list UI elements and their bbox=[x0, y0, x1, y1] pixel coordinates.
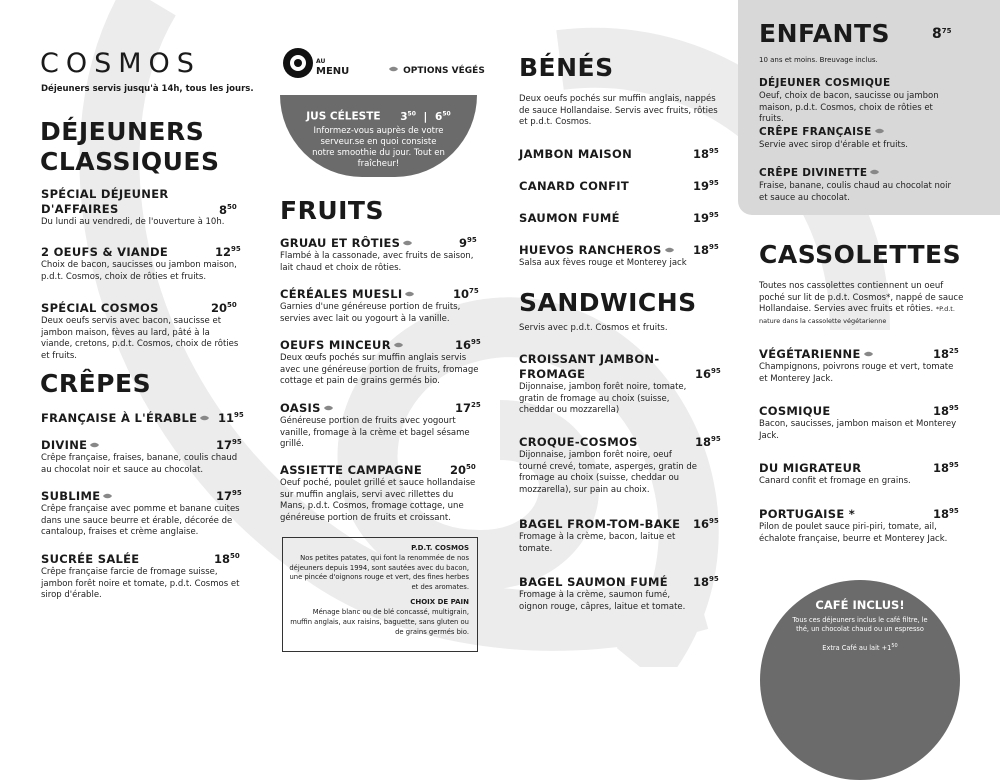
menu-item: CROISSANT JAMBON- FROMAGE Dijonnaise, jambon forêt noire, tomate, gratin de fromage au choix (suisse, cheddar ou mozzarella) bbox=[519, 352, 687, 415]
cafe-inclus-badge bbox=[760, 580, 960, 780]
sandwichs-intro: Servis avec p.d.t. Cosmos et fruits. bbox=[519, 323, 668, 333]
price: $19^{95}$ bbox=[693, 179, 719, 193]
menu-item: 2 OEUFS & VIANDE Choix de bacon, saucisses ou jambon maison, p.d.t. Cosmos, choix de rôties et fruits. bbox=[41, 245, 237, 282]
menu-item: GRUAU ET RÔTIES Flambé à la cassonade, avec fruits de saison, lait chaud et choix de rôties. bbox=[280, 236, 474, 273]
menu-item: FRANÇAISE À L'ÉRABLE bbox=[41, 411, 241, 426]
menu-item: ASSIETTE CAMPAGNE Oeuf poché, poulet grillé et sauce hollandaise sur muffin anglais, servi avec rillettes du Mans, p.d.t. Cosmos, fromage cottage, une généreuse portion de fruits et croissant. bbox=[280, 463, 476, 523]
enfants-price: $8^{75}$ bbox=[932, 26, 952, 42]
price: $20^{50}$ bbox=[450, 463, 476, 477]
quebec-badge-icon bbox=[282, 47, 314, 79]
section-title-sandwichs: SANDWICHS bbox=[519, 288, 697, 317]
price: $17^{95}$ bbox=[216, 438, 242, 452]
veg-legend-label: OPTIONS VÉGÉS bbox=[403, 66, 485, 76]
cafe-extra: Extra Café au lait $+1^{50}$ bbox=[822, 643, 898, 653]
price: $17^{95}$ bbox=[216, 489, 242, 503]
pdt-title: P.D.T. COSMOS bbox=[411, 544, 469, 552]
price: $18^{95}$ bbox=[693, 243, 719, 257]
price: $16^{95}$ bbox=[695, 367, 721, 381]
price: $10^{75}$ bbox=[453, 287, 479, 301]
cassolettes-intro: Toutes nos cassolettes contiennent un oeuf poché sur lit de p.d.t. Cosmos*, nappé de sauce Hollandaise. Servies avec fruits et rôties. *P.d.t. nature dans la cassolette végétarienne bbox=[759, 281, 964, 325]
menu-item: CRÊPE FRANÇAISE Servie avec sirop d'érable et fruits. bbox=[759, 126, 908, 150]
menu-item: BAGEL SAUMON FUMÉ Fromage à la crème, saumon fumé, oignon rouge, câpres, laitue et tomate. bbox=[519, 575, 686, 612]
jus-price-small: $3^{50}$ bbox=[400, 110, 416, 123]
menu-item: CROQUE-COSMOS Dijonnaise, jambon forêt noire, oeuf tourné crevé, tomate, asperges, gratin de fromage au choix (suisse, cheddar ou mozzarella), sur pain au choix. bbox=[519, 435, 698, 495]
menu-item: SUCRÉE SALÉE Crêpe française farcie de fromage suisse, jambon forêt noire et tomate, p.d.t. Cosmos et sirop d'érable. bbox=[41, 552, 240, 600]
brand-logo: COSMOS bbox=[40, 48, 201, 79]
quebec-badge bbox=[282, 47, 314, 83]
menu-item: JAMBON MAISON bbox=[519, 147, 632, 161]
section-title-classiques: DÉJEUNERS CLASSIQUES bbox=[40, 117, 220, 176]
veg-legend bbox=[386, 66, 485, 76]
menu-item: PORTUGAISE * Pilon de poulet sauce piri-piri, tomate, ail, échalote française, beurre et Monterey Jack. bbox=[759, 507, 948, 544]
menu-item: DIVINE Crêpe française, fraises, banane, coulis chaud au chocolat noir et sauce au chocolat. bbox=[41, 438, 238, 475]
enfants-note: 10 ans et moins. Breuvage inclus. bbox=[759, 56, 878, 64]
jus-title-row bbox=[280, 110, 477, 123]
menu-item: VÉGÉTARIENNE Champignons, poivrons rouge et vert, tomate et Monterey Jack. bbox=[759, 347, 954, 384]
menu-item: SAUMON FUMÉ bbox=[519, 211, 620, 225]
menu-item: SPÉCIAL DÉJEUNER D'AFFAIRES Du lundi au vendredi, de l'ouverture à 10h. bbox=[41, 187, 225, 227]
badge-menu: MENU bbox=[316, 66, 350, 77]
menu-item: BAGEL FROM-TOM-BAKE Fromage à la crème, bacon, laitue et tomate. bbox=[519, 517, 681, 554]
menu-item: COSMIQUE Bacon, saucisses, jambon maison et Monterey Jack. bbox=[759, 404, 957, 441]
section-title-benes: BÉNÉS bbox=[519, 53, 614, 82]
price: $11^{95}$ bbox=[218, 411, 244, 425]
menu-item: SPÉCIAL COSMOS Deux oeufs servis avec bacon, saucisse et jambon maison, fèves au lard, pâté à la viande, cretons, p.d.t. Cosmos, choix de rôties et fruits. bbox=[41, 301, 239, 361]
price: $19^{95}$ bbox=[693, 211, 719, 225]
price: $18^{95}$ bbox=[693, 575, 719, 589]
price: $8^{50}$ bbox=[219, 203, 237, 217]
pdt-desc: Nos petites patates, qui font la renommée de nos déjeuners depuis 1994, sont sautées avec du bacon, une pincée d'oignons rouge et vert, des fines herbes et des aromates. bbox=[289, 554, 469, 591]
jus-celeste-card bbox=[280, 95, 477, 177]
price: $20^{50}$ bbox=[211, 301, 237, 315]
price: $9^{95}$ bbox=[459, 236, 477, 250]
menu-item: OEUFS MINCEUR Deux œufs pochés sur muffin anglais servis avec une généreuse portion de fruits, fromage cottage et pain de grains germés bio. bbox=[280, 338, 479, 386]
jus-price-large: $6^{50}$ bbox=[435, 110, 451, 123]
menu-item: CRÊPE DIVINETTE Fraise, banane, coulis chaud au chocolat noir et sauce au chocolat. bbox=[759, 167, 951, 203]
menu-item: DÉJEUNER COSMIQUE Oeuf, choix de bacon, saucisse ou jambon maison, p.d.t. Cosmos, choix de rôties et fruits. bbox=[759, 77, 939, 124]
jus-desc: Informez-vous auprès de votre serveur.se en quoi consiste notre smoothie du jour. Tout en fraîcheur! bbox=[312, 125, 445, 169]
price: $18^{25}$ bbox=[933, 347, 959, 361]
price: $16^{95}$ bbox=[455, 338, 481, 352]
jus-sep: | bbox=[423, 110, 428, 123]
tagline: Déjeuners servis jusqu'à 14h, tous les jours. bbox=[41, 84, 254, 94]
menu-item: DU MIGRATEUR Canard confit et fromage en grains. bbox=[759, 461, 911, 486]
menu-item: SUBLIME Crêpe française avec pomme et banane cuites dans une sauce beurre et érable, décorée de cantaloup, fraises et crème anglaise. bbox=[41, 489, 240, 537]
jus-title: JUS CÉLESTE bbox=[306, 110, 381, 123]
menu-item: CANARD CONFIT bbox=[519, 179, 629, 193]
leaf-icon bbox=[389, 66, 398, 72]
pain-desc: Ménage blanc ou de blé concassé, multigrain, muffin anglais, aux raisins, baguette, sans gluten ou de grains germés bio. bbox=[290, 608, 469, 636]
section-title-crepes: CRÊPES bbox=[40, 369, 152, 398]
price: $16^{95}$ bbox=[693, 517, 719, 531]
section-title-cassolettes: CASSOLETTES bbox=[759, 240, 962, 269]
price: $18^{95}$ bbox=[695, 435, 721, 449]
badge-au: AU bbox=[316, 58, 326, 65]
price: $18^{95}$ bbox=[933, 507, 959, 521]
price: $18^{50}$ bbox=[214, 552, 240, 566]
benes-intro: Deux oeufs pochés sur muffin anglais, nappés de sauce Hollandaise. Servis avec fruits, rôties et p.d.t. Cosmos. bbox=[519, 94, 718, 127]
price: $12^{95}$ bbox=[215, 245, 241, 259]
menu-item: CÉRÉALES MUESLI Garnies d'une généreuse portion de fruits, servies avec lait ou yogourt à la vanille. bbox=[280, 287, 461, 324]
section-title-enfants: ENFANTS bbox=[759, 19, 891, 48]
price: $18^{95}$ bbox=[933, 404, 959, 418]
menu-item: HUEVOS RANCHEROS Salsa aux fèves rouge et Monterey jack bbox=[519, 243, 687, 268]
info-box bbox=[282, 537, 478, 652]
section-title-fruits: FRUITS bbox=[280, 196, 384, 225]
pain-title: CHOIX DE PAIN bbox=[410, 598, 469, 607]
cafe-title: CAFÉ INCLUS! bbox=[815, 598, 905, 612]
cafe-desc: Tous ces déjeuners inclus le café filtre, le thé, un chocolat chaud ou un espresso bbox=[792, 616, 928, 633]
menu-item: OASIS Généreuse portion de fruits avec yogourt vanille, fromage à la crème et bagel sésame grillé. bbox=[280, 401, 470, 449]
price: $17^{25}$ bbox=[455, 401, 481, 415]
price: $18^{95}$ bbox=[693, 147, 719, 161]
price: $18^{95}$ bbox=[933, 461, 959, 475]
